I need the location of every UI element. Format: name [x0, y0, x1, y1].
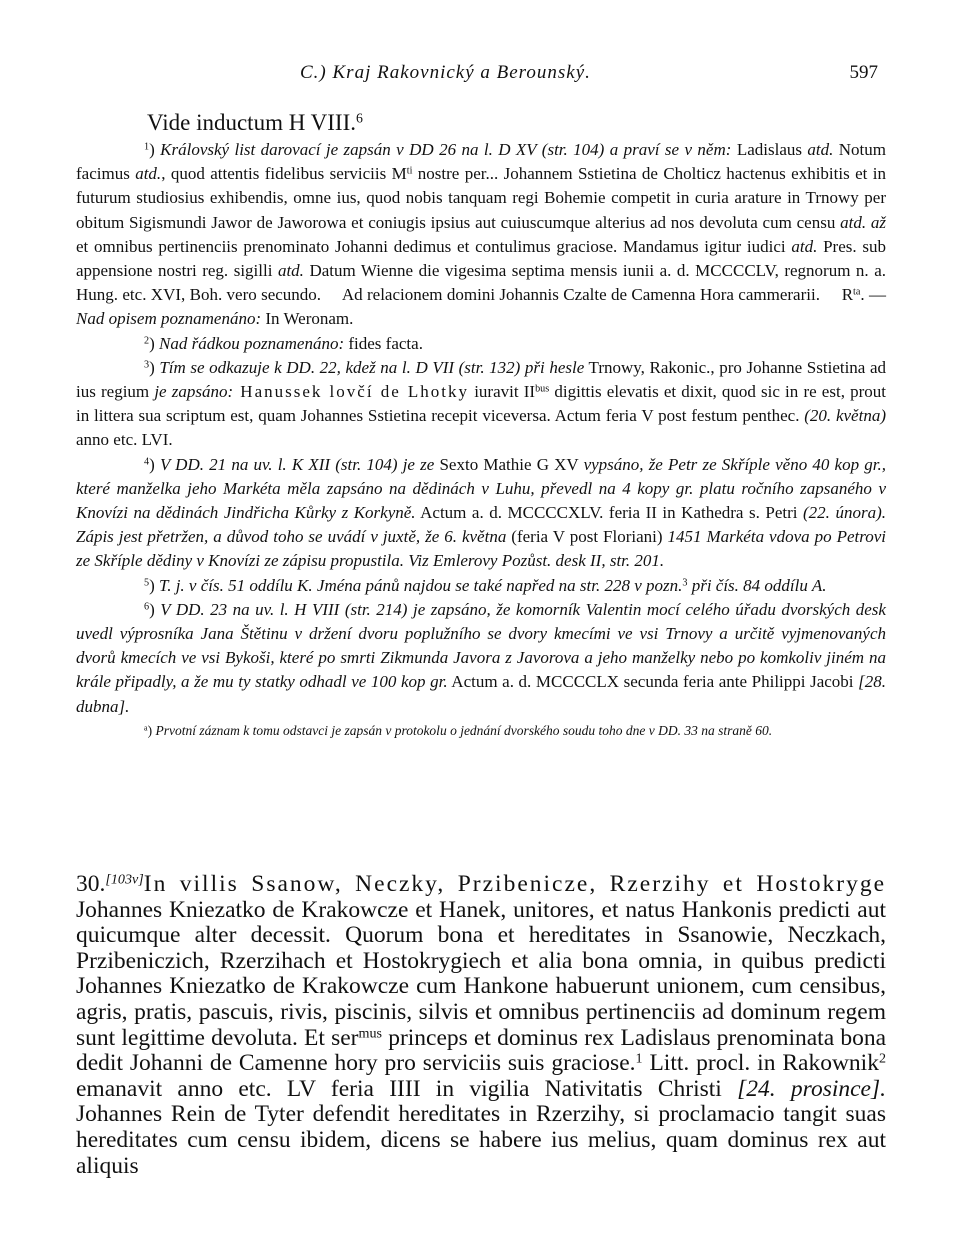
- footnote-2-text-b: fides facta.: [344, 333, 423, 353]
- footnote-marker: 3: [144, 359, 150, 371]
- footnote-1-italic-h: atd. až: [840, 212, 886, 232]
- footnote-6: $^6$) V DD. 23 na uv. l. H VIII (str. 214) je zapsáno, že komorník Valentin mocí celého úřadu dvorských desk uvedl výprosníka Jana Štětinu v držení dvoru poplužního se dvory kmecími ve vsi Trnovy a určitě vyjmenovaných dvorů kmecích ve vsi Bykoši, které po smrti Zikmunda Javora z Javorova a jeho manželky nebo po komkoliv jiném na krále připadly, a že mu ty statky odhadl ve 100 kop gr. Actum a. d. MCCCCLX secunda feria ante Philippi Jacobi [28. dubna].: [76, 599, 886, 716]
- entry-sup-2: mus: [358, 1024, 383, 1041]
- footnote-4-italic-g: 1451 Markéta vdova po Petrovi ze Skříple dědiny v Knovízi ze zápisu propustila. Viz Emlerovy Pozůst. desk II, str. 201.: [76, 527, 886, 571]
- footnote-3-spaced-d: Hanussek lovčí de Lhotky: [233, 382, 470, 402]
- entry-text-5: emanavit anno etc. LV feria IIII in vigilia Nativitatis Christi: [76, 1075, 738, 1102]
- footnote-2: $^2$) Nad řádkou poznamenáno: fides facta.: [144, 333, 423, 353]
- entry-number: 30.: [76, 871, 106, 897]
- footnote-marker: 1: [144, 141, 150, 153]
- entry-places: In villis Ssanow, Neczky, Przibenicze, Rzerzihy et Hostokryge: [143, 871, 886, 897]
- footnote-3-italic-c: je zapsáno:: [154, 382, 234, 402]
- footnote-1-sup-f: ti: [406, 165, 413, 177]
- footnote-1-sup-m: ta: [853, 286, 861, 298]
- entry-30: [76, 871, 922, 1179]
- page-number: 597: [849, 62, 878, 83]
- footnote-3-italic-g: (20. května): [804, 406, 886, 426]
- footnote-3-text-b: Trnowy, Rakonic., pro Johanne Sstietina ad ius regium: [76, 357, 886, 402]
- footnote-4-italic-a: V DD. 21 na uv. l. K XII (str. 104) je ze: [159, 454, 435, 474]
- footnote-1-italic-o: Nad opisem poznamenáno:: [76, 309, 262, 329]
- footnote-1-italic-j: atd.: [791, 236, 818, 256]
- footnote-3-sup-e: bus: [535, 383, 550, 395]
- footnote-6-text-c: Actum a. d. MCCCCLX secunda feria ante Philippi Jacobi: [447, 672, 859, 692]
- entry-text-2: Johannes Kniezatko de Krakowcze et Hanek, unitores, et natus Hankonis predicti aut quicumque alter decessit. Quorum bona et hereditates in Ssanowie, Neczkach, Przibeniczich, Rzerzihach et Hostokrygiech et alia bona omnia, in quibus predicti Johannes Kniezatko de Krakowcze cum Hankone habuerunt unionem, cum censibus, agris, pratis, pascuis, rivis, piscinis, silvis et omnibus pertinenciis ad dominum regem sunt legittime devoluta. Et ser: [76, 896, 886, 1051]
- footnote-4-italic-c: vypsáno, že Petr ze Skříple věno 40 kop gr., které manželka jeho Markéta měla zapsáno na dědinách v Luhu, převedl na 4 kopy gr. platu ročního zapsaného v Knovízi na dědinách Jindřicha Kůrky z Korkyně.: [76, 454, 886, 523]
- folio-text: [103v]: [105, 871, 144, 888]
- footnote-1-text-p: In Weronam.: [261, 309, 354, 329]
- footnote-3-text-f: digittis elevatis et dixit, quod sic in re est, prout in littera sua scriptum est, quam Johannes Sstietina recepit viceversa. Actum feria V post festum penthec.: [76, 382, 886, 426]
- footnote-marker: 2: [144, 335, 150, 347]
- footnote-3: $^3$) Tím se odkazuje k DD. 22, kdež na l. D VII (str. 132) při hesle Trnowy, Rakonic., pro Johanne Sstietina ad ius regium je zapsáno: Hanussek lovčí de Lhotky iuravit $II^{bus}$ digittis elevatis et dixit, quod sic in re est, prout in littera sua scriptum est, quam Johannes Sstietina recepit viceversa. Actum feria V post festum penthec. (20. května) anno etc. LVI.: [76, 357, 886, 450]
- entry-footnote-ref-2: 2: [878, 1050, 886, 1067]
- footnote-a: $^a$) Prvotní záznam k tomu odstavci je zapsán v protokolu o jednání dvorského soudu toho dne v DD. 33 na straně 60.: [144, 722, 773, 738]
- running-head: [0, 62, 960, 90]
- footnote-1-text-f: , quod attentis fidelibus serviciis M: [161, 164, 407, 184]
- footnote-1-text-k: Pres. sub appensione nostri reg. sigilli: [76, 236, 886, 281]
- vide-text: Vide inductum H VIII.: [147, 110, 356, 135]
- footnote-5: $^5$) T. j. v čís. 51 oddílu K. Jména pánů najdou se také napřed na str. 228 v pozn.$^3$ při čís. 84 oddílu A.: [144, 575, 827, 595]
- footnotes: [76, 138, 891, 740]
- footnote-1-text-g: nostre per... Johannem Sstietina de Cholticz hactenus exhibitis et in futurum studiosius exhibendis, omne ius, quod nobis tanquam regi Bohemie competit in curia arature in Trnowy per obitum Sigismundi Jawor de Jaworowa et coniugis ipsius aut cuiuscumque alterius ad nos devoluta cum censu: [76, 164, 886, 232]
- vide-footnote-ref: 6: [356, 110, 363, 126]
- footnote-6-italic-a: V DD. 23 na uv. l. H VIII (str. 214): [160, 599, 408, 619]
- footnote-4-text-f: (feria V post Floriani): [506, 527, 668, 547]
- footnote-1-text-n: . —: [860, 285, 887, 305]
- footnote-2-italic-a: Nad řádkou poznamenáno:: [159, 333, 345, 353]
- footnote-1-text-b: Ladislaus: [731, 140, 808, 159]
- entry-text-4: Litt. procl. in Rakownik: [642, 1050, 879, 1077]
- footnote-1: $^1$) Královský list darovací je zapsán v DD 26 na l. D XV (str. 104) a praví se v něm: Ladislaus atd. Notum facimus atd., quod attentis fidelibus serviciis $M^{ti}$ nostre per... Johannem Sstietina de Cholticz hactenus exhibitis et in futurum studiosius exhibendis, omne ius, quod nobis tanquam regi Bohemie competit in curia arature in Trnowy per obitum Sigismundi Jawor de Jaworowa et coniugis ipsius aut cuiuscumque alterius ad nos devoluta cum censu atd. až et omnibus pertinenciis prenominato Johanni dedimus et contulimus graciose. Mandamus igitur iudici atd. Pres. sub appensione nostri reg. sigilli atd. Datum Wienne die vigesima septima mensis iunii a. d. MCCCCLV, regnorum n. a. Hung. etc. XVI, Boh. vero secundo. Ad relacionem domini Johannis Czalte de Camenna Hora cammerarii. $R^{ta}$. — Nad opisem poznamenáno: In Weronam.: [76, 140, 891, 329]
- footnote-marker: a: [144, 723, 148, 733]
- footnote-marker: 4: [144, 456, 150, 468]
- footnote-marker: 5: [144, 577, 150, 589]
- footnote-1-text-m: Datum Wienne die vigesima septima mensis iunii a. d. MCCCCLV, regnorum n. a. Hung. etc. XVI, Boh. vero secundo. Ad relacionem domini Johannis Czalte de Camenna Hora cammerarii. R: [76, 261, 891, 305]
- entry-footnote-ref-1: 1: [635, 1050, 643, 1067]
- footnote-5-italic-b: při čís. 84 oddílu A.: [687, 575, 827, 595]
- footnote-5-italic-a: T. j. v čís. 51 oddílu K. Jména pánů najdou se také napřed na str. 228 v pozn.: [159, 575, 683, 595]
- footnote-6-italic-b: je zapsáno, že komorník Valentin mocí celého úřadu dvorských desk uvedl výprosníka Jana Štětinu v držení dvoru poplužního se dvory kmecími ve vsi Trnovy a určitě vyjmenovaných dvorů kmecích ve vsi Bykoši, které po smrti Zikmunda Javora z Javorova a jeho manželky nebo po komkoliv jiném na krále připadly, a že mu ty statky odhadl ve 100 kop gr.: [76, 599, 886, 692]
- folio-ref: [105, 871, 143, 887]
- footnote-4-italic-e: (22. února). Zápis jest přetržen, a důvod toho se uvádí v juxtě, že 6. května: [76, 503, 886, 547]
- footnote-1-italic-a: Královský list darovací je zapsán v DD 26 na l. D XV (str. 104) a praví se v něm:: [160, 140, 732, 159]
- footnote-1-italic-l: atd.: [277, 261, 304, 281]
- footnote-6-italic-d: [28. dubna].: [76, 672, 886, 716]
- footnote-4: $^4$) V DD. 21 na uv. l. K XII (str. 104) je ze Sexto Mathie G XV vypsáno, že Petr ze Skříple věno 40 kop gr., které manželka jeho Markéta měla zapsáno na dědinách v Luhu, převedl na 4 kopy gr. platu ročního zapsaného v Knovízi na dědinách Jindřicha Kůrky z Korkyně. Actum a. d. MCCCCXLV. feria II in Kathedra s. Petri (22. února). Zápis jest přetržen, a důvod toho se uvádí v juxtě, že 6. května (feria V post Floriani) 1451 Markéta vdova po Petrovi ze Skříple dědiny v Knovízi ze zápisu propustila. Viz Emlerovy Pozůst. desk II, str. 201.: [76, 454, 886, 571]
- footnote-1-italic-c: atd.: [807, 140, 834, 159]
- entry-text-7: Johannes Rein de Tyter defendit hereditates in Rzerzihy, si proclamacio tangit suas hereditates cum censu ibidem, dicens se habere ius melius, quam dominus rex aut aliquis: [76, 1075, 922, 1179]
- footnote-1-text-i: et omnibus pertinenciis prenominato Johanni dedimus et contulimus graciose. Mandamus igitur iudici: [76, 236, 792, 256]
- entry-text-3: princeps et dominus rex Ladislaus prenominata bona dedit Johanni de Camenne hory pro serviciis suis graciose.: [76, 1024, 886, 1077]
- footnote-3-text-h: anno etc. LVI.: [76, 430, 173, 450]
- footnote-1-italic-e: atd.: [135, 164, 162, 184]
- footnote-3-text-e: iuravit II: [469, 382, 536, 402]
- footnote-4-text-d: Actum a. d. MCCCCXLV. feria II in Kathedra s. Petri: [415, 503, 804, 523]
- running-title: C.) Kraj Rakovnický a Berounský.: [300, 62, 591, 83]
- footnote-1-text-d: Notum facimus: [76, 140, 886, 184]
- footnote-3-italic-a: Tím se odkazuje k DD. 22, kdež na l. D VII (str. 132) při hesle: [159, 357, 585, 377]
- footnote-a-italic: Prvotní záznam k tomu odstavci je zapsán v protokolu o jednání dvorského soudu toho dne v DD. 33 na straně 60.: [155, 722, 773, 738]
- footnote-4-text-b: Sexto Mathie G XV: [434, 454, 584, 474]
- footnote-marker: 6: [144, 601, 150, 613]
- entry-date: [24. prosince].: [737, 1075, 886, 1102]
- footnote-5-sup-a: 3: [682, 577, 688, 589]
- vide-line: [147, 110, 363, 136]
- main-entry: [76, 871, 922, 1179]
